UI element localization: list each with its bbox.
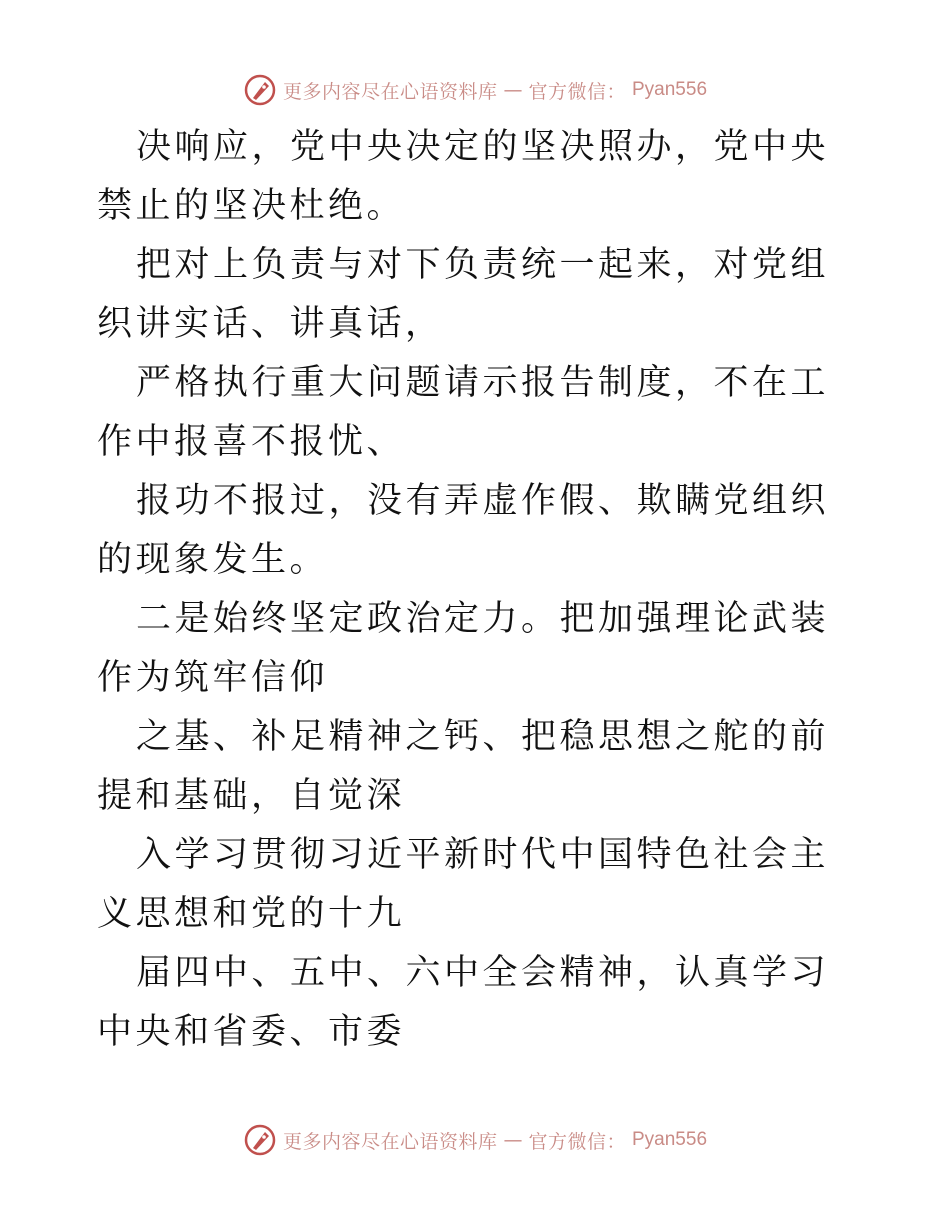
pen-nib-logo-icon [243, 73, 277, 107]
watermark-wechat-label: 官方微信： [528, 1130, 626, 1153]
document-body [97, 118, 855, 1062]
paragraph: 之基、补足精神之钙、把稳思想之舵的前提和基础，自觉深 [97, 717, 830, 816]
watermark-wechat-label: 官方微信： [528, 80, 626, 103]
watermark-text: 更多内容尽在心语资料库 [282, 1130, 498, 1153]
paragraph: 严格执行重大问题请示报告制度，不在工作中报喜不报忧、 [97, 363, 830, 462]
paragraph: 把对上负责与对下负责统一起来，对党组织讲实话、讲真话， [97, 245, 830, 344]
watermark-wechat-id: Pyan556 [632, 79, 708, 100]
paragraph: 入学习贯彻习近平新时代中国特色社会主义思想和党的十九 [97, 835, 830, 934]
pen-nib-logo-icon [243, 1123, 277, 1157]
watermark-separator: — [503, 1129, 523, 1151]
paragraph: 报功不报过，没有弄虚作假、欺瞒党组织的现象发生。 [97, 481, 830, 580]
header-watermark [0, 70, 950, 110]
paragraph: 二是始终坚定政治定力。把加强理论武装作为筑牢信仰 [97, 599, 830, 698]
paragraph: 决响应，党中央决定的坚决照办，党中央禁止的坚决杜绝。 [97, 127, 830, 226]
watermark-separator: — [503, 79, 523, 101]
watermark-text: 更多内容尽在心语资料库 [282, 80, 498, 103]
paragraph: 届四中、五中、六中全会精神，认真学习中央和省委、市委 [97, 953, 830, 1052]
watermark-wechat-id: Pyan556 [632, 1129, 708, 1150]
footer-watermark [0, 1120, 950, 1160]
